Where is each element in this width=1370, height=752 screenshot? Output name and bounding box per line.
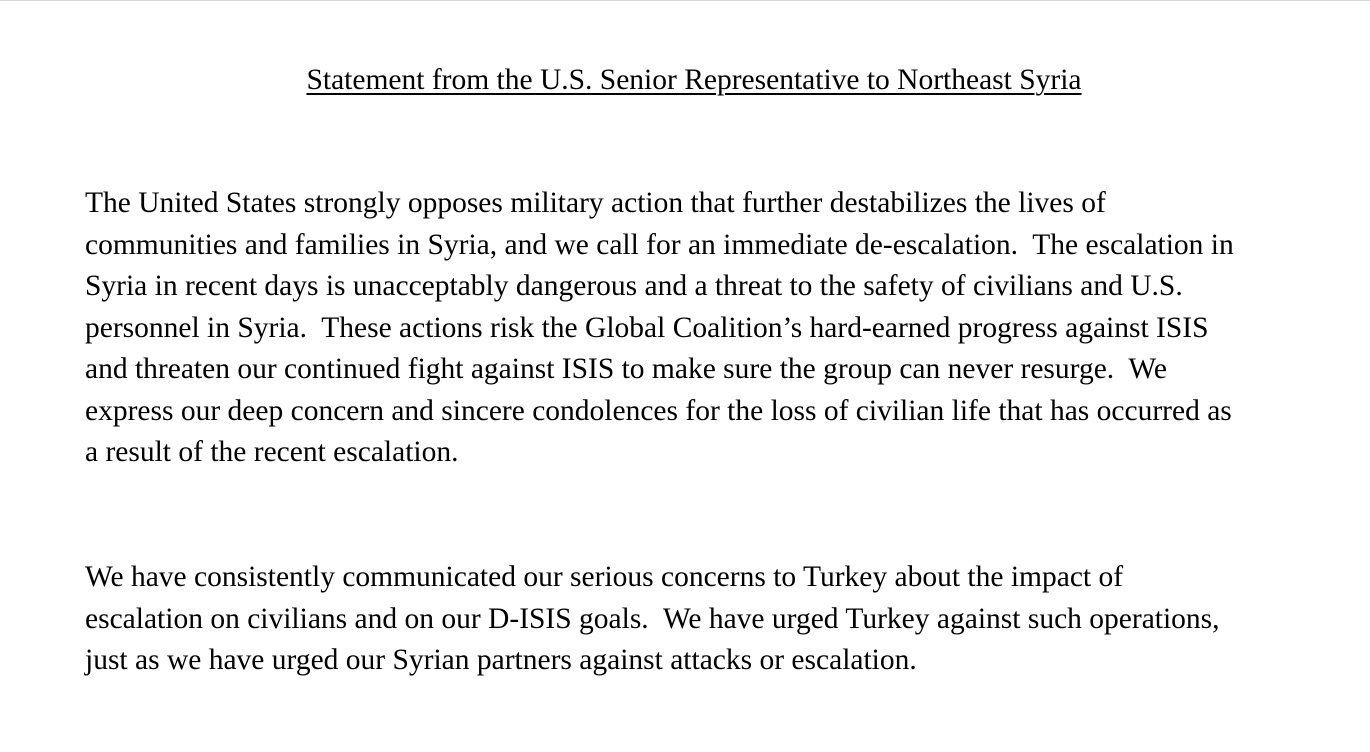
paragraph-line: a result of the recent escalation. xyxy=(85,436,459,468)
paragraph-line: express our deep concern and sincere condolences for the loss of civilian life that has occurred as xyxy=(85,394,1232,427)
paragraph-line: personnel in Syria. These actions risk the Global Coalition’s hard-earned progress against ISIS xyxy=(85,311,1209,344)
paragraph-line: communities and families in Syria, and we call for an immediate de-escalation. The escalation in xyxy=(85,228,1234,261)
paragraph-line: Syria in recent days is unacceptably dangerous and a threat to the safety of civilians and U.S. xyxy=(85,270,1183,302)
paragraph-line: and threaten our continued fight against ISIS to make sure the group can never resurge. We xyxy=(85,353,1167,385)
paragraph-line: We have consistently communicated our serious concerns to Turkey about the impact of xyxy=(85,561,1124,593)
paragraph-line: escalation on civilians and on our D-ISIS goals. We have urged Turkey against such operations, xyxy=(85,602,1220,635)
statement-title: Statement from the U.S. Senior Representative to Northeast Syria xyxy=(306,64,1082,96)
statement-paragraph-1 xyxy=(85,183,1315,474)
paragraph-line: The United States strongly opposes military action that further destabilizes the lives of xyxy=(85,187,1106,219)
paragraph-line: just as we have urged our Syrian partners against attacks or escalation. xyxy=(85,644,917,676)
page-top-border xyxy=(0,0,1370,1)
statement-paragraph-2 xyxy=(85,557,1315,682)
